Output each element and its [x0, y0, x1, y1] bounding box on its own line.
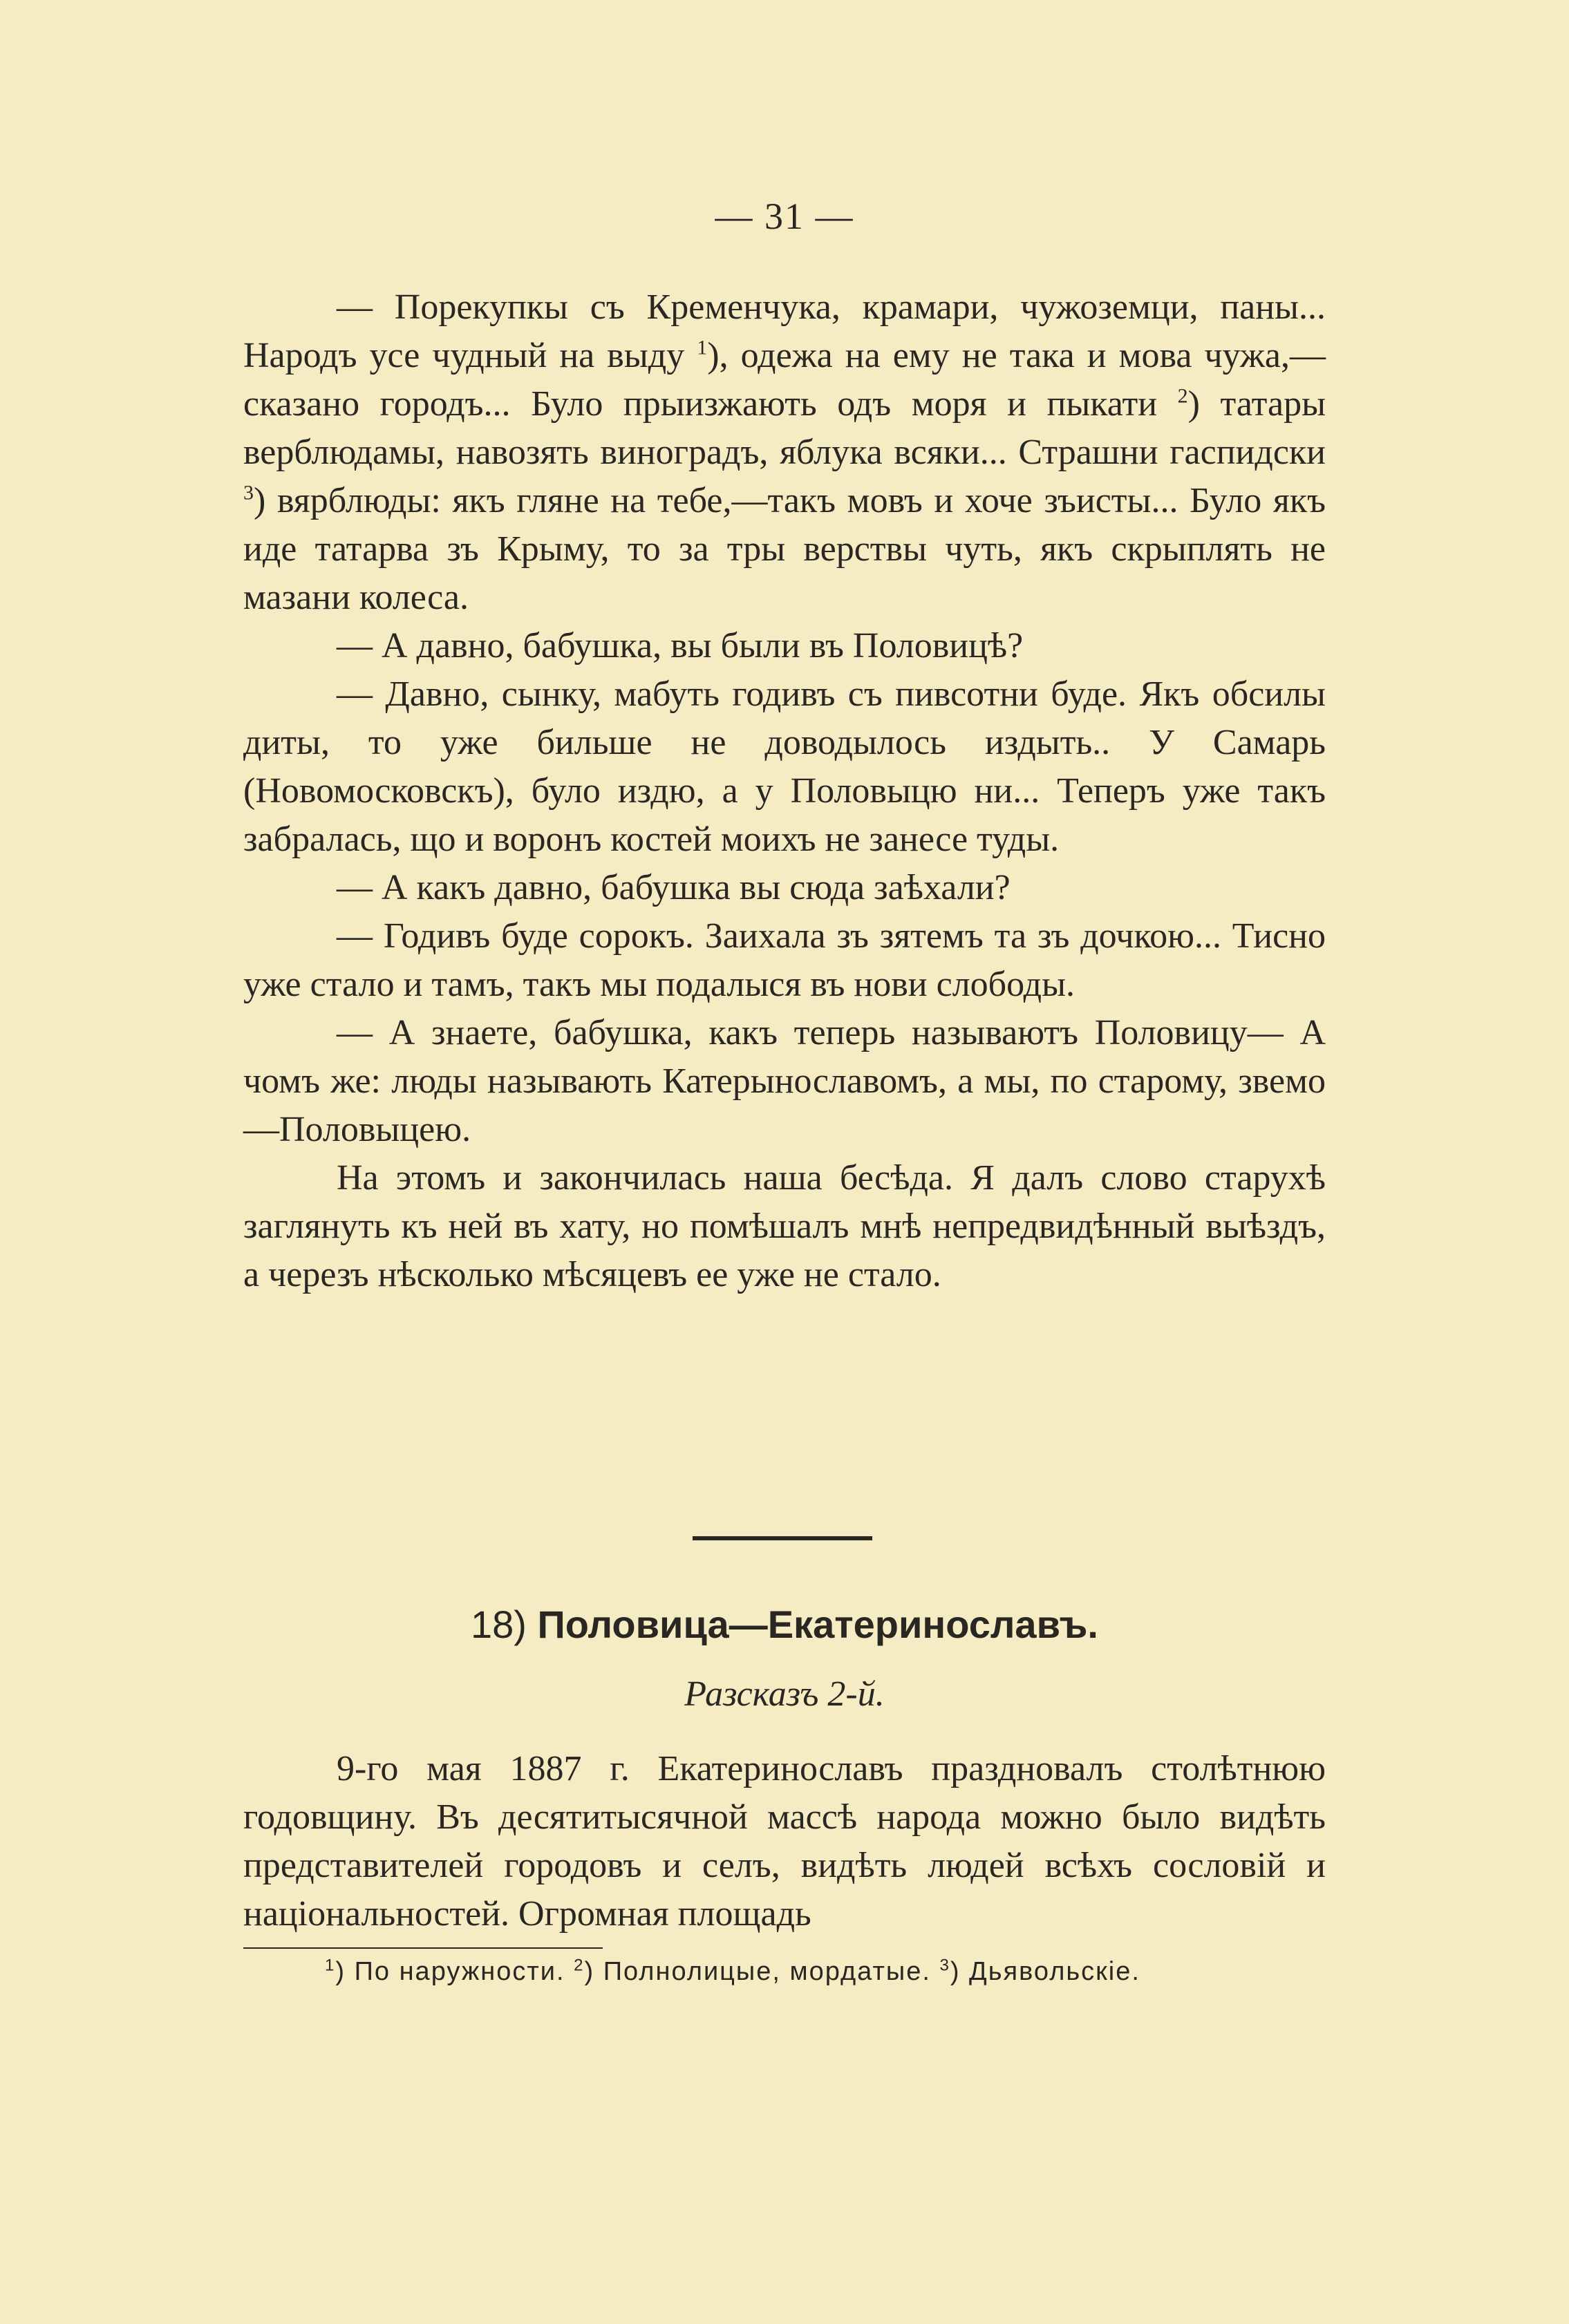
footnote-ref: 2 [1177, 384, 1188, 408]
paragraph [243, 864, 1326, 912]
footnote-text: ) Полнолицые, мордатые. [584, 1957, 940, 1986]
section-text-block [243, 1745, 1326, 1938]
paragraph [243, 622, 1326, 670]
paragraph [243, 912, 1326, 1009]
footnote-mark: 2 [574, 1956, 585, 1975]
paragraph-text: — А давно, бабушка, вы были въ Половицѣ? [337, 626, 1024, 665]
paragraph [243, 283, 1326, 622]
section-divider [693, 1536, 872, 1540]
paragraph-text: — А какъ давно, бабушка вы сюда заѣхали? [337, 868, 1011, 907]
footnote-text: ) По наружности. [335, 1957, 574, 1986]
footnote-mark: 3 [939, 1956, 950, 1975]
paragraph-text: ), одежа на ему не така и мова чужа,—сказано городъ... Було прыизжають одъ моря и пыкати [243, 336, 1326, 424]
section-number: 18) [470, 1603, 527, 1646]
page-number: — 31 — [715, 196, 854, 237]
section-heading [0, 1602, 1569, 1647]
paragraph [243, 670, 1326, 864]
paragraph [243, 1009, 1326, 1154]
footnote-separator [243, 1947, 603, 1949]
paragraph-text: ) вярблюды: якъ гляне на тебе,—такъ мовъ и хоче зъисты... Було якъ иде татарва зъ Крыму, то за тры верствы чуть, якъ скрыплять не мазани колеса. [243, 481, 1326, 617]
paragraph-text: — А знаете, бабушка, какъ теперь называютъ Половицу— А чомъ же: люды называють Катерынославомъ, а мы, по старому, звемо—Половыцею. [243, 1013, 1326, 1149]
paragraph [243, 1154, 1326, 1299]
paragraph-text: — Порекупкы съ Кременчука, крамари, чужоземци, паны... Народъ усе чудный на выду [243, 287, 1326, 375]
paragraph-text: ) татары верблюдамы, навозять виноградъ, яблука всяки... Страшни гаспидски [243, 384, 1326, 472]
paragraph-text: На этомъ и закончилась наша бесѣда. Я далъ слово старухѣ заглянуть къ ней въ хату, но помѣшалъ мнѣ непредвидѣнный выѣздъ, а черезъ нѣсколько мѣсяцевъ ее уже не стало. [243, 1158, 1326, 1294]
section-title: Половица—Екатеринославъ. [537, 1603, 1098, 1646]
section-subtitle: Разсказъ 2-й. [684, 1674, 885, 1714]
paragraph-text: — Годивъ буде сорокъ. Заихала зъ зятемъ та зъ дочкою... Тисно уже стало и тамъ, такъ мы подалыся въ нови слободы. [243, 916, 1326, 1004]
footnote-mark: 1 [325, 1956, 336, 1975]
footnotes [325, 1957, 1362, 1987]
footnote-text: ) Дьявольскіе. [950, 1957, 1140, 1986]
main-text-block [243, 283, 1326, 1299]
footnote-ref: 3 [243, 481, 254, 504]
paragraph-text: 9-го мая 1887 г. Екатеринославъ праздновалъ столѣтнюю годовщину. Въ десятитысячной массѣ народа можно было видѣть представителей городовъ и селъ, видѣть людей всѣхъ сословій и національностей. Огромная площадь [243, 1749, 1326, 1934]
paragraph-text: — Давно, сынку, мабуть годивъ съ пивсотни буде. Якъ обсилы диты, то уже бильше не доводылось издыть.. У Самарь (Новомосковскъ), було издю, а у Половыцю ни... Теперъ уже такъ забралась, що и воронъ костей моихъ не занесе туды. [243, 674, 1326, 859]
footnote-ref: 1 [697, 336, 708, 359]
paragraph [243, 1745, 1326, 1938]
